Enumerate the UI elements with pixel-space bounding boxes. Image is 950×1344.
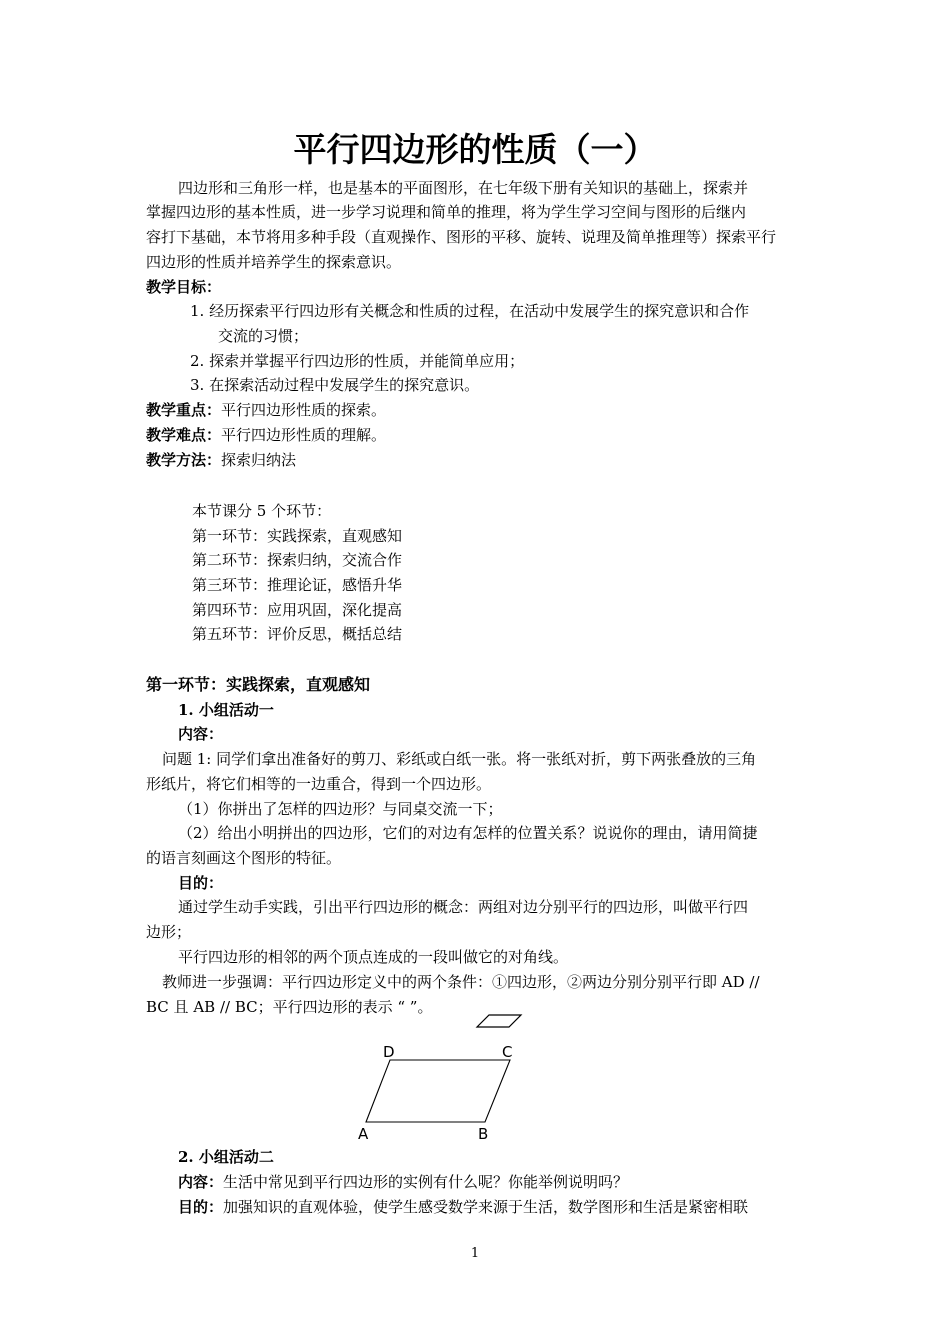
purpose-line: 通过学生动手实践，引出平行四边形的概念：两组对边分别平行的四边形，叫做平行四 xyxy=(178,898,749,916)
method-row xyxy=(146,448,296,472)
vertex-label-c: C xyxy=(502,1043,513,1061)
objectives-label: 教学目标： xyxy=(146,278,222,296)
problem-line: （1）你拼出了怎样的四边形？与同桌交流一下； xyxy=(178,800,503,818)
activity2-purpose-row xyxy=(178,1195,748,1219)
key-point-row xyxy=(146,398,386,422)
activity2-content-label: 内容： xyxy=(178,1173,224,1191)
objective-item: 2. 探索并掌握平行四边形的性质，并能简单应用； xyxy=(190,352,525,370)
content-label: 内容： xyxy=(178,725,224,743)
problem-line: 问题 1: 同学们拿出准备好的剪刀、彩纸或白纸一张。将一张纸对折，剪下两张叠放的三角 xyxy=(162,750,757,768)
objective-item: 1. 经历探索平行四边形有关概念和性质的过程，在活动中发展学生的探究意识和合作 xyxy=(190,302,750,320)
purpose-line: 平行四边形的相邻的两个顶点连成的一段叫做它的对角线。 xyxy=(178,948,569,966)
parallelogram-shape xyxy=(366,1060,510,1122)
purpose-line: 边形； xyxy=(146,923,192,941)
key-point-label: 教学重点： xyxy=(146,401,222,419)
difficulty-text: 平行四边形性质的理解。 xyxy=(221,426,387,444)
intro-line: 掌握四边形的基本性质，进一步学习说理和简单的推理，将为学生学习空间与图形的后继内 xyxy=(146,203,747,221)
section-item: 第四环节：应用巩固，深化提高 xyxy=(192,601,403,619)
key-point-text: 平行四边形性质的探索。 xyxy=(221,401,387,419)
activity2-title: 2. 小组活动二 xyxy=(178,1148,274,1166)
activity2-purpose-text: 加强知识的直观体验，使学生感受数学来源于生活，数学图形和生活是紧密相联 xyxy=(223,1198,749,1216)
objective-item: 3. 在探索活动过程中发展学生的探究意识。 xyxy=(190,376,480,394)
intro-line: 四边形的性质并培养学生的探索意识。 xyxy=(146,253,402,271)
section-item: 第二环节：探索归纳，交流合作 xyxy=(192,551,403,569)
section-item: 第一环节：实践探索，直观感知 xyxy=(192,527,403,545)
parallelogram-figure xyxy=(350,1040,530,1144)
page-number: 1 xyxy=(470,1246,480,1261)
method-text: 探索归纳法 xyxy=(221,451,297,469)
difficulty-label: 教学难点： xyxy=(146,426,222,444)
sections-intro: 本节课分 5 个环节： xyxy=(192,502,332,520)
purpose-line: 教师进一步强调：平行四边形定义中的两个条件：①四边形，②两边分别分别平行即 AD // xyxy=(162,973,760,991)
activity2-purpose-label: 目的： xyxy=(178,1198,224,1216)
problem-line: 的语言刻画这个图形的特征。 xyxy=(146,849,342,867)
section-item: 第五环节：评价反思，概括总结 xyxy=(192,625,403,643)
part1-heading: 第一环节：实践探索，直观感知 xyxy=(146,675,371,694)
vertex-label-d: D xyxy=(383,1043,395,1061)
intro-line: 容打下基础，本节将用多种手段（直观操作、图形的平移、旋转、说理及简单推理等）探索平行 xyxy=(146,228,777,246)
problem-line: （2）给出小明拼出的四边形，它们的对边有怎样的位置关系？说说你的理由，请用简捷 xyxy=(178,824,758,842)
vertex-label-a: A xyxy=(358,1125,369,1143)
difficulty-row xyxy=(146,423,386,447)
activity2-content-text: 生活中常见到平行四边形的实例有什么呢？你能举例说明吗？ xyxy=(223,1173,629,1191)
section-item: 第三环节：推理论证，感悟升华 xyxy=(192,576,403,594)
purpose-line: BC 且 AB // BC；平行四边形的表示 “ ”。 xyxy=(146,998,433,1016)
intro-line: 四边形和三角形一样，也是基本的平面图形，在七年级下册有关知识的基础上，探索并 xyxy=(178,179,749,197)
activity2-content-row xyxy=(178,1170,628,1194)
page-title: 平行四边形的性质（一） xyxy=(293,130,657,169)
purpose-label: 目的： xyxy=(178,874,224,892)
activity1-title: 1. 小组活动一 xyxy=(178,701,274,719)
vertex-label-b: B xyxy=(478,1125,489,1143)
parallelogram-symbol-icon xyxy=(474,1012,524,1030)
problem-line: 形纸片，将它们相等的一边重合，得到一个四边形。 xyxy=(146,775,492,793)
objective-item: 交流的习惯； xyxy=(218,327,309,345)
method-label: 教学方法： xyxy=(146,451,222,469)
